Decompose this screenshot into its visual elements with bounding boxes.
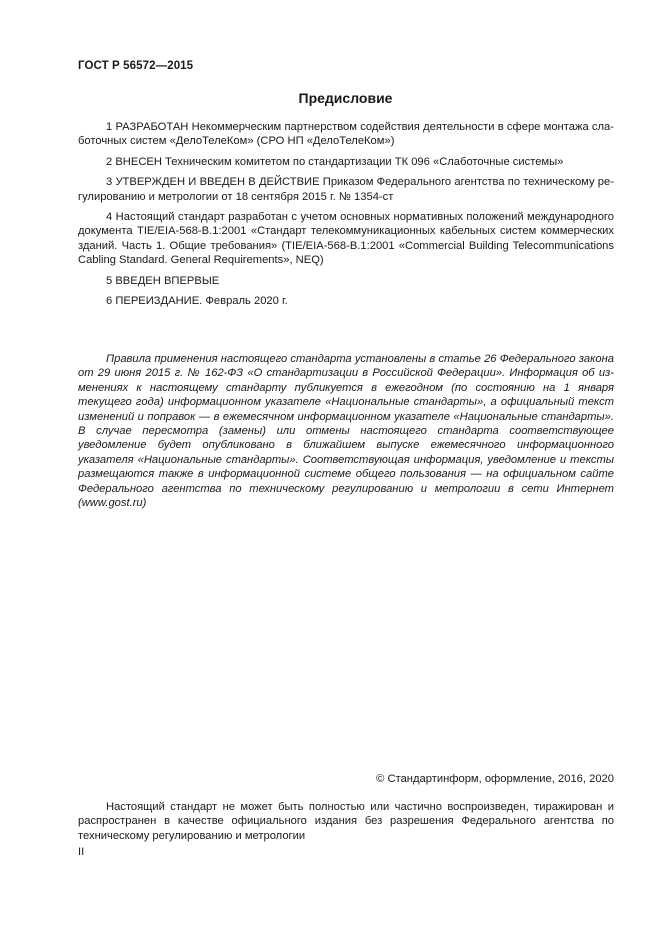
standard-code: ГОСТ Р 56572—2015 xyxy=(78,60,194,72)
foreword-paragraph-2: 2 ВНЕСЕН Техническим комитетом по стандартизации ТК 096 «Слаботочные системы» xyxy=(106,155,564,168)
reproduction-notice: Настоящий стандарт не может быть полностью или частично воспроизведен, тиражирован и распространен в качестве официального издания без разрешения Федерального агентства по техническому регулированию и метрологии xyxy=(78,801,614,842)
foreword-paragraph-6: 6 ПЕРЕИЗДАНИЕ. Февраль 2020 г. xyxy=(106,295,288,308)
foreword-paragraph-1: 1 РАЗРАБОТАН Некоммерческим партнерством содействия деятельности в сфере монтажа слаботочных систем «ДелоТелеКом» (СРО НП «ДелоТелеКом») xyxy=(78,121,614,148)
foreword-paragraph-3: 3 УТВЕРЖДЕН И ВВЕДЕН В ДЕЙСТВИЕ Приказом Федерального агентства по техническому регулированию и метрологии от 18 сентября 2015 г. № 1354-ст xyxy=(78,176,614,203)
page-number: II xyxy=(78,846,85,858)
copyright-line: © Стандартинформ, оформление, 2016, 2020 xyxy=(376,773,614,785)
foreword-body xyxy=(78,120,614,308)
foreword-paragraph-5: 5 ВВЕДЕН ВПЕРВЫЕ xyxy=(106,274,220,287)
page-title: Предисловие xyxy=(298,90,393,106)
application-rules-notice: Правила применения настоящего стандарта установлены в статье 26 Федерального закона от 29 июня 2015 г. № 162-ФЗ «О стандартизации в Российской Федерации». Информация об изменениях к настоящему стандарту публикуется в ежегодном (по состоянию на 1 января текущего года) информационном указателе «Национальные стандарты», а официальный текст изменений и поправок — в ежемесячном информационном указателе «Национальные стандарты». В случае пересмотра (замены) или отмены настоящего стандарта соответствующее уведомление будет опубликовано в ближайшем выпуске ежемесячного информационного указателя «Национальные стандарты». Соответствующая информация, уведомление и тексты размещаются также в информационной системе общего пользования — на официальном сайте Федерального агентства по техническому регулированию и метрологии в сети Интернет (www.gost.ru) xyxy=(78,353,614,510)
foreword-paragraph-4: 4 Настоящий стандарт разработан с учетом основных нормативных положений международного документа TIE/EIA-568-B.1:2001 «Стандарт телекоммуникационных кабельных систем коммерческих зданий. Часть 1. Общие требования» (TIE/EIA-568-B.1:2001 «Commercial Building Telecommunications Cabling Standard. General Requirements», NEQ) xyxy=(78,211,614,267)
